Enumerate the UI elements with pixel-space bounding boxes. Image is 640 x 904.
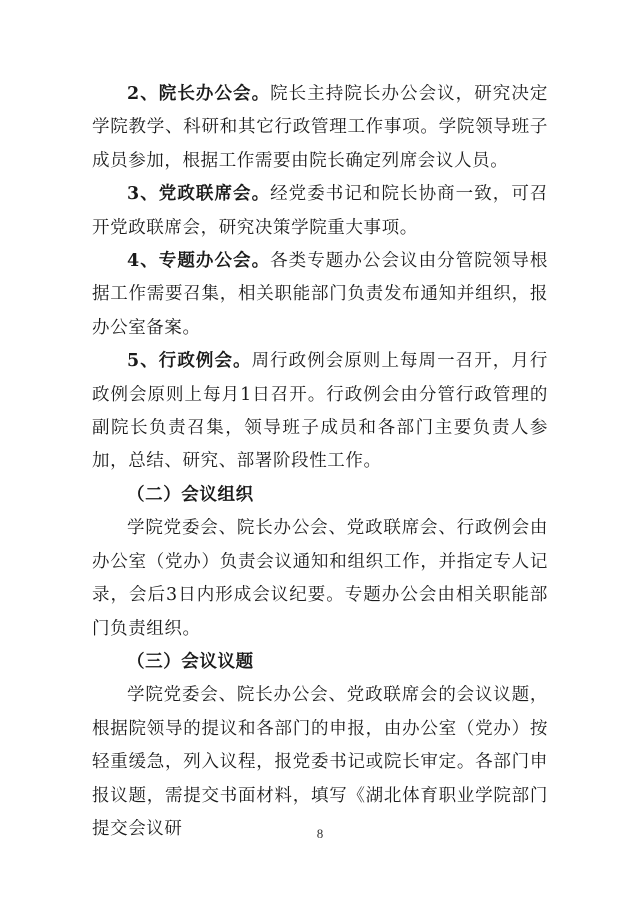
- section-heading-meeting-topics: （三）会议议题: [127, 651, 254, 672]
- paragraph-president-office-meeting: [92, 78, 548, 178]
- page-number: 8: [316, 826, 324, 841]
- paragraph-special-topic-meeting: [92, 245, 548, 345]
- paragraph-joint-party-admin-meeting: [92, 178, 548, 245]
- paragraph-text: 经党委书记和院长协商一致，可召开党政联席会，研究决策学院重大事项。: [92, 184, 548, 238]
- document-body: [92, 78, 548, 846]
- section-body-meeting-organization: 学院党委会、院长办公会、党政联席会、行政例会由办公室（党办）负责会议通知和组织工作，并指定专人记录，会后3日内形成会议纪要。专题办公会由相关职能部门负责组织。: [92, 518, 548, 639]
- paragraph-lead: 3、党政联席会。: [127, 184, 271, 205]
- paragraph-text: 周行政例会原则上每周一召开，月行政例会原则上每月1日召开。行政例会由分管行政管理的副院长负责召集，领导班子成员和各部门主要负责人参加，总结、研究、部署阶段性工作。: [92, 351, 548, 472]
- paragraph-text: 各类专题办公会议由分管院领导根据工作需要召集，相关职能部门负责发布通知并组织，报办公室备案。: [92, 251, 548, 338]
- section-body-meeting-topics: 学院党委会、院长办公会、党政联席会的会议议题，根据院领导的提议和各部门的申报，由办公室（党办）按轻重缓急，列入议程，报党委书记或院长审定。各部门申报议题，需提交书面材料，填写《湖北体育职业学院部门提交会议研: [92, 685, 548, 839]
- paragraph-lead: 4、专题办公会。: [127, 251, 271, 272]
- paragraph-lead: 5、行政例会。: [127, 351, 252, 372]
- section-heading-meeting-organization: （二）会议组织: [127, 484, 254, 505]
- paragraph-regular-admin-meeting: [92, 345, 548, 479]
- paragraph-lead: 2、院长办公会。: [127, 84, 271, 104]
- paragraph-text: 院长主持院长办公会议，研究决定学院教学、科研和其它行政管理工作事项。学院领导班子成员参加，根据工作需要由院长确定列席会议人员。: [92, 84, 548, 171]
